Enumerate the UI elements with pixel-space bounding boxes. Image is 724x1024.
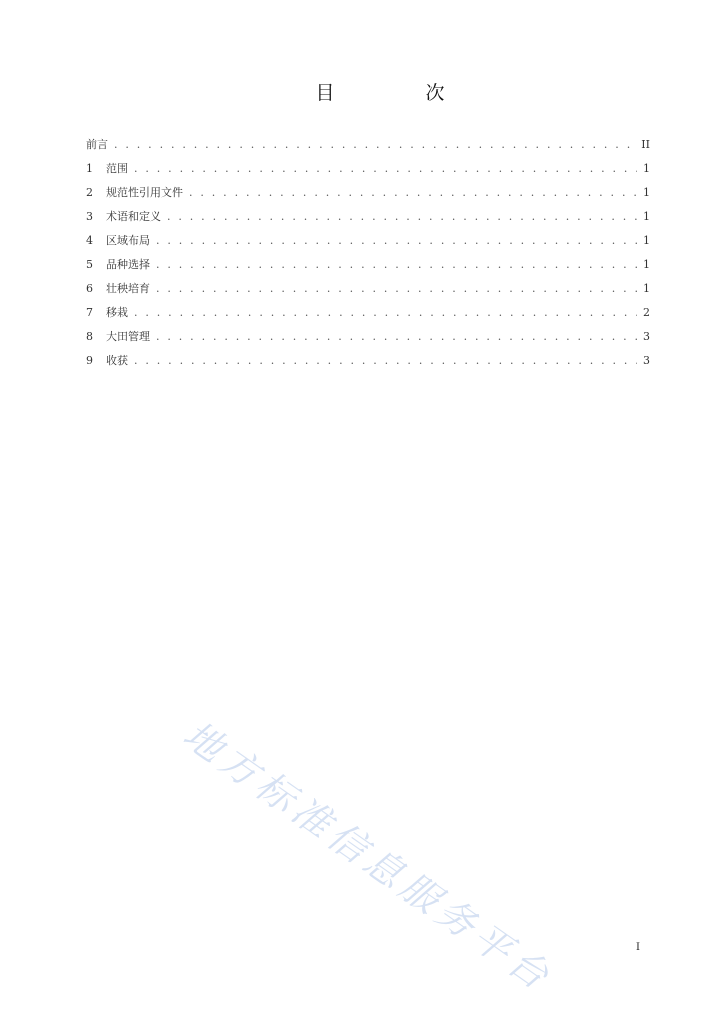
- toc-entry-label: 移栽: [106, 306, 128, 319]
- dot-leader: [134, 354, 637, 367]
- toc-entry-number: 9: [86, 354, 93, 367]
- toc-entry-number: 4: [86, 234, 93, 247]
- toc-entry-number: 5: [86, 258, 93, 271]
- toc-entry-page: 3: [643, 330, 650, 343]
- toc-entry-number: 6: [86, 282, 93, 295]
- footer-page-number: I: [636, 942, 640, 953]
- toc-entry-label: 范围: [106, 162, 128, 175]
- toc-entry-label: 术语和定义: [106, 210, 161, 223]
- toc-entry-page: 2: [643, 306, 650, 319]
- toc-entry-label: 壮秧培育: [106, 282, 150, 295]
- toc-entry-label: 规范性引用文件: [106, 186, 183, 199]
- dot-leader: [114, 138, 635, 151]
- toc-entry-label: 区域布局: [106, 234, 150, 247]
- dot-leader: [156, 234, 637, 247]
- toc-entry-page: 1: [643, 282, 650, 295]
- toc-entry-8[interactable]: [86, 328, 650, 352]
- dot-leader: [134, 306, 637, 319]
- dot-leader: [167, 210, 637, 223]
- toc-entry-page: 1: [643, 162, 650, 175]
- toc-entry-label: 收获: [106, 354, 128, 367]
- toc-entry-page: 3: [643, 354, 650, 367]
- toc-entry-preface[interactable]: [86, 136, 650, 160]
- dot-leader: [156, 330, 637, 343]
- toc-entry-label: 品种选择: [106, 258, 150, 271]
- toc-entry-label: 前言: [86, 138, 108, 151]
- toc-entry-page: 1: [643, 186, 650, 199]
- toc-entry-9[interactable]: [86, 352, 650, 376]
- toc-entry-number: 7: [86, 306, 93, 319]
- toc-entry-label: 大田管理: [106, 330, 150, 343]
- dot-leader: [189, 186, 637, 199]
- toc-entry-number: 1: [86, 162, 93, 175]
- toc-entry-number: 2: [86, 186, 93, 199]
- toc-entry-3[interactable]: [86, 208, 650, 232]
- toc-entry-6[interactable]: [86, 280, 650, 304]
- toc-entry-5[interactable]: [86, 256, 650, 280]
- dot-leader: [156, 282, 637, 295]
- toc-entry-2[interactable]: [86, 184, 650, 208]
- toc-entry-page: 1: [643, 210, 650, 223]
- dot-leader: [134, 162, 637, 175]
- toc-entry-4[interactable]: [86, 232, 650, 256]
- table-of-contents: [86, 136, 650, 376]
- toc-entry-7[interactable]: [86, 304, 650, 328]
- toc-entry-number: 3: [86, 210, 93, 223]
- toc-entry-1[interactable]: [86, 160, 650, 184]
- toc-entry-page: 1: [643, 234, 650, 247]
- watermark: 地方标准信息服务平台: [175, 712, 562, 1001]
- page-title: 目 次: [315, 82, 481, 104]
- toc-entry-page: 1: [643, 258, 650, 271]
- dot-leader: [156, 258, 637, 271]
- toc-entry-number: 8: [86, 330, 93, 343]
- toc-entry-page: II: [641, 138, 650, 151]
